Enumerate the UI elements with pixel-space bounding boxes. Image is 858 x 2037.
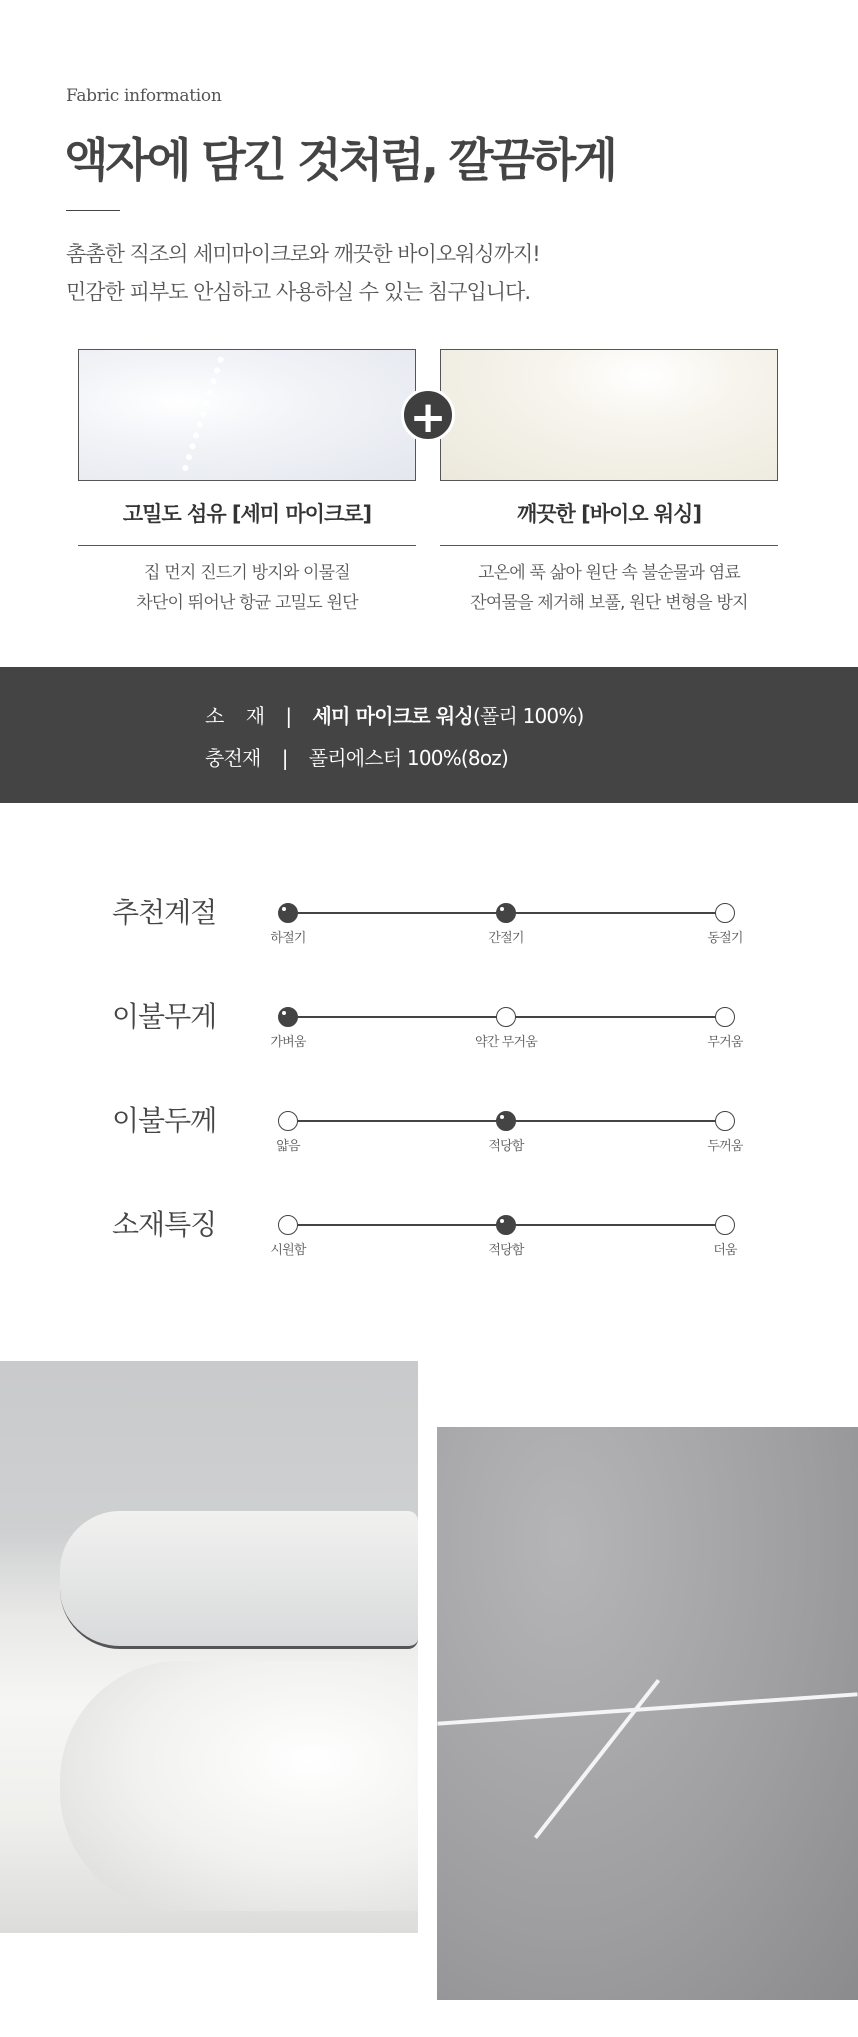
title-divider [66, 210, 120, 211]
scale-dot [278, 1215, 298, 1235]
desc-line: 고온에 푹 삶아 원단 속 불순물과 염료 [478, 563, 740, 583]
feature-desc-semi-micro [78, 558, 416, 618]
semi-micro-fabric-image [78, 349, 416, 481]
scale-option-label: 두꺼움 [707, 1139, 743, 1154]
scale-option-label: 얇음 [276, 1139, 300, 1154]
desc-line: 집 먼지 진드기 방지와 이물질 [144, 563, 350, 583]
scale-option-label: 적당함 [488, 1243, 524, 1258]
spec-filling-label: 충전재 [205, 746, 261, 770]
scale-option-label: 더움 [713, 1243, 737, 1258]
spec-material-value: 세미 마이크로 워싱 [312, 704, 473, 728]
scale-label: 소재특징 [112, 1208, 217, 1241]
scale-label: 이불두께 [112, 1104, 217, 1137]
scale-dot-selected [496, 903, 516, 923]
scale-dot [715, 1215, 735, 1235]
white-pillow-and-comforter-photo [0, 1361, 418, 1933]
feature-divider [78, 545, 416, 546]
scale-dot-selected [278, 1007, 298, 1027]
scale-label: 추천계절 [112, 896, 217, 929]
spec-material-label: 소 재 [205, 704, 265, 728]
section-eyebrow: Fabric information [66, 86, 222, 106]
scale-dot-selected [496, 1215, 516, 1235]
scale-option-label: 간절기 [488, 931, 524, 946]
scale-dot-selected [496, 1111, 516, 1131]
scale-option-label: 약간 무거움 [474, 1035, 538, 1050]
feature-desc-bio-washing [440, 558, 778, 618]
scale-dot [496, 1007, 516, 1027]
scale-option-label: 적당함 [488, 1139, 524, 1154]
desc-line: 잔여물을 제거해 보풀, 원단 변형을 방지 [470, 593, 748, 613]
intro-line-1: 촘촘한 직조의 세미마이크로와 깨끗한 바이오워싱까지! [66, 242, 540, 266]
spec-material-row [205, 700, 584, 729]
scale-option-label: 무거움 [707, 1035, 743, 1050]
spec-material-detail: (폴리 100%) [472, 704, 584, 728]
intro-line-2: 민감한 피부도 안심하고 사용하실 수 있는 침구입니다. [66, 280, 531, 304]
scale-dot [715, 903, 735, 923]
scale-option-label: 하절기 [270, 931, 306, 946]
spec-filling-value: 폴리에스터 100%(8oz) [308, 746, 508, 770]
scale-option-label: 가벼움 [270, 1035, 306, 1050]
feature-heading-semi-micro: 고밀도 섬유 [세미 마이크로] [122, 502, 372, 526]
feature-divider [440, 545, 778, 546]
spec-separator: | [281, 746, 288, 770]
page-title: 액자에 담긴 것처럼, 깔끔하게 [64, 133, 615, 187]
plus-icon: + [401, 388, 455, 442]
spec-filling-row [205, 742, 508, 771]
feature-heading-bio-washing: 깨끗한 [바이오 워싱] [516, 502, 702, 526]
scale-dot [278, 1111, 298, 1131]
scale-option-label: 시원함 [270, 1243, 306, 1258]
scale-option-label: 동절기 [707, 931, 743, 946]
desc-line: 차단이 뛰어난 항균 고밀도 원단 [136, 593, 358, 613]
scale-dot [715, 1111, 735, 1131]
gray-comforter-closeup-photo [437, 1427, 858, 2000]
scale-label: 이불무게 [112, 1000, 217, 1033]
spec-band [0, 667, 858, 803]
spec-separator: | [285, 704, 292, 728]
bio-washing-fabric-image [440, 349, 778, 481]
scale-dot-selected [278, 903, 298, 923]
scale-dot [715, 1007, 735, 1027]
